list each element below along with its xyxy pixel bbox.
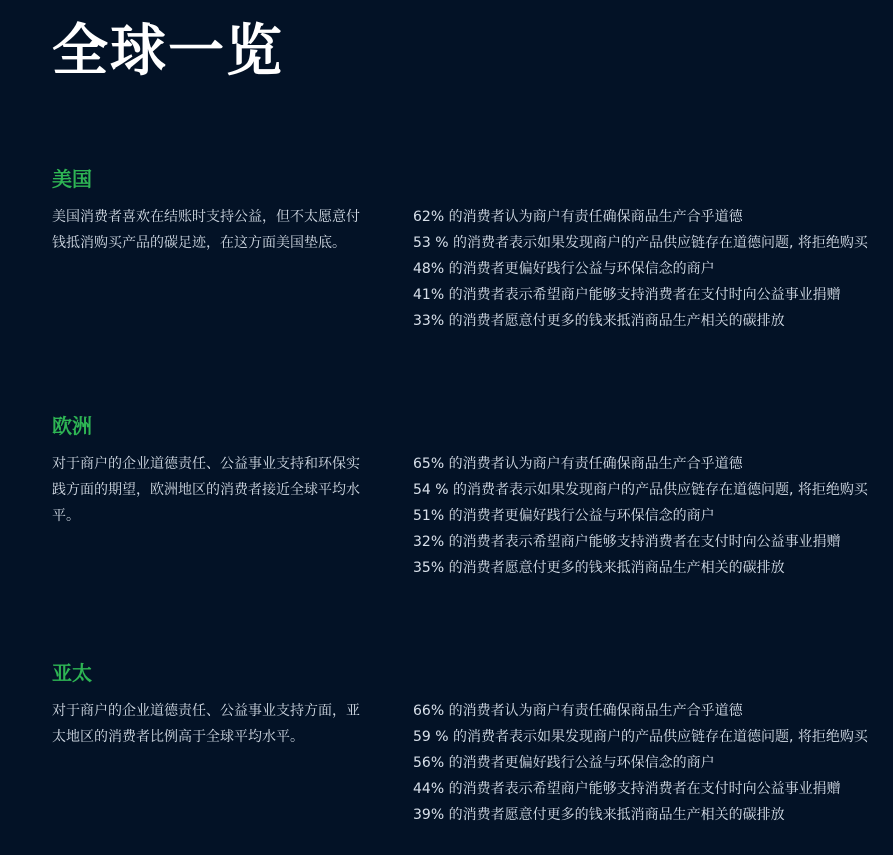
- stat-line: 33% 的消费者愿意付更多的钱来抵消商品生产相关的碳排放: [413, 313, 785, 330]
- stat-line: 41% 的消费者表示希望商户能够支持消费者在支付时向公益事业捐赠: [413, 287, 841, 304]
- region-title-europe: 欧洲: [52, 414, 92, 439]
- section-body: [52, 204, 868, 334]
- page-title: 全球一览: [52, 19, 284, 84]
- region-title-us: 美国: [52, 167, 92, 192]
- section-body: [52, 451, 868, 581]
- region-stats-us: [413, 204, 868, 334]
- region-section-europe: [52, 412, 868, 581]
- region-section-us: [52, 165, 868, 334]
- region-stats-apac: [413, 698, 868, 828]
- stat-line: 56% 的消费者更偏好践行公益与环保信念的商户: [413, 755, 715, 772]
- region-description-apac: 对于商户的企业道德责任、公益事业支持方面，亚太地区的消费者比例高于全球平均水平。: [52, 703, 360, 746]
- region-title-apac: 亚太: [52, 661, 92, 686]
- stat-line: 62% 的消费者认为商户有责任确保商品生产合乎道德: [413, 209, 743, 226]
- region-stats-europe: [413, 451, 868, 581]
- stat-line: 44% 的消费者表示希望商户能够支持消费者在支付时向公益事业捐赠: [413, 781, 841, 798]
- stat-line: 66% 的消费者认为商户有责任确保商品生产合乎道德: [413, 703, 743, 720]
- stat-line: 39% 的消费者愿意付更多的钱来抵消商品生产相关的碳排放: [413, 807, 785, 824]
- stat-line: 65% 的消费者认为商户有责任确保商品生产合乎道德: [413, 456, 743, 473]
- stat-line: 59 % 的消费者表示如果发现商户的产品供应链存在道德问题, 将拒绝购买: [413, 729, 868, 746]
- stat-line: 32% 的消费者表示希望商户能够支持消费者在支付时向公益事业捐赠: [413, 534, 841, 551]
- stat-line: 53 % 的消费者表示如果发现商户的产品供应链存在道德问题, 将拒绝购买: [413, 235, 868, 252]
- region-section-apac: [52, 659, 868, 828]
- stat-line: 35% 的消费者愿意付更多的钱来抵消商品生产相关的碳排放: [413, 560, 785, 577]
- section-body: [52, 698, 868, 828]
- stat-line: 51% 的消费者更偏好践行公益与环保信念的商户: [413, 508, 715, 525]
- stat-line: 54 % 的消费者表示如果发现商户的产品供应链存在道德问题, 将拒绝购买: [413, 482, 868, 499]
- region-description-us: 美国消费者喜欢在结账时支持公益，但不太愿意付钱抵消购买产品的碳足迹，在这方面美国垫底。: [52, 209, 360, 252]
- stat-line: 48% 的消费者更偏好践行公益与环保信念的商户: [413, 261, 715, 278]
- region-description-europe: 对于商户的企业道德责任、公益事业支持和环保实践方面的期望，欧洲地区的消费者接近全球平均水平。: [52, 456, 360, 525]
